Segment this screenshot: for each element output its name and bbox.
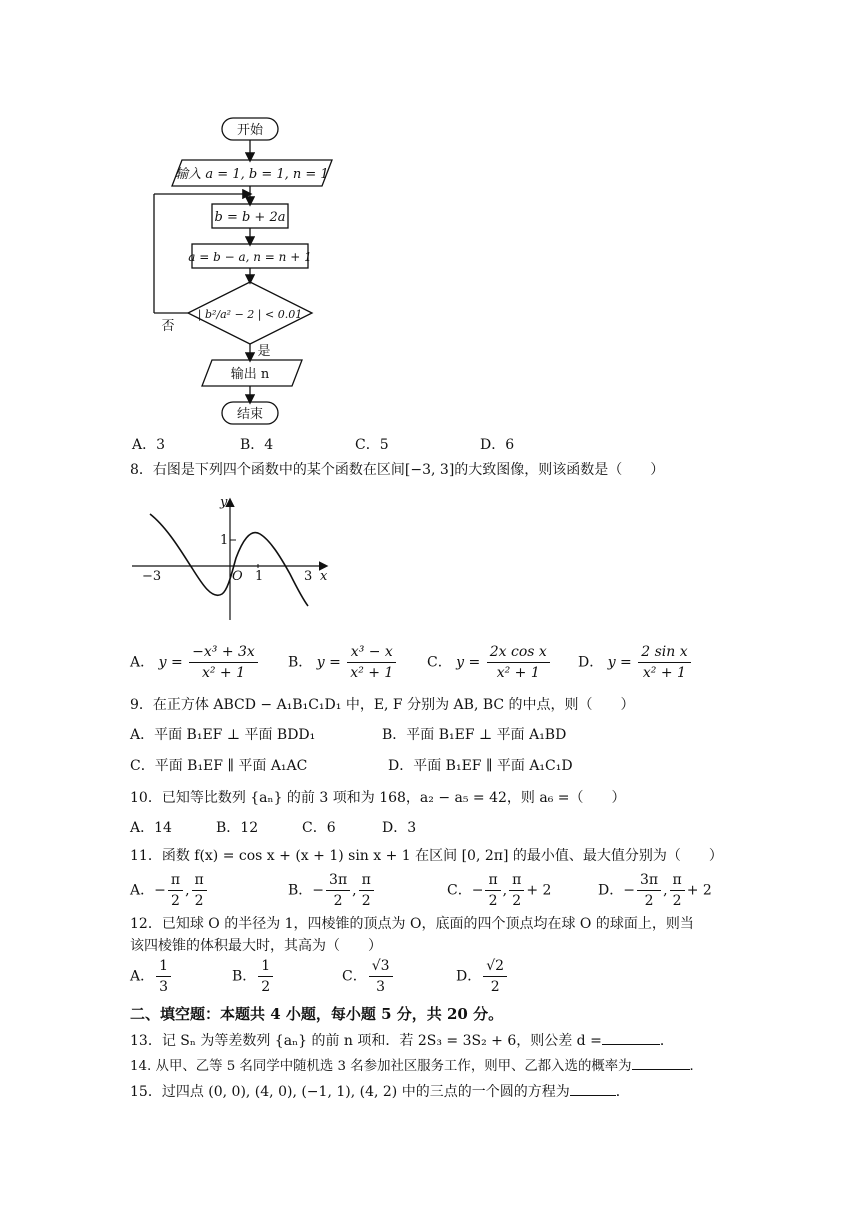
q11-stem: 11．函数 f(x) = cos x + (x + 1) sin x + 1 在区间 [0, 2π] 的最小值、最大值分别为（ ）: [130, 848, 723, 864]
q8-tick-neg3: −3: [142, 569, 162, 584]
q11-option-d: D．− $\frac{3\pi}{2}$ , $\frac{\pi}{2}$ + 2: [598, 872, 712, 909]
q12-option-c: C． $\frac{√3}{3}$: [342, 956, 395, 997]
q7-option-c: C．5: [355, 437, 389, 453]
q7-option-d: D．6: [480, 437, 515, 453]
q7-option-b: B．4: [240, 437, 274, 453]
q10-option-d: D．3: [382, 820, 417, 836]
q10-option-b: B．12: [216, 820, 259, 836]
flowchart: [140, 110, 380, 430]
q12-option-b: B． $\frac{1}{2}$: [232, 956, 275, 997]
q8-curve: [150, 514, 308, 606]
q9-stem: 9．在正方体 ABCD − A₁B₁C₁D₁ 中，E, F 分别为 AB, BC 的中点，则（ ）: [130, 697, 635, 713]
q15: 15．过四点 (0, 0), (4, 0), (−1, 1), (4, 2) 中的三点的一个圆的方程为 ．: [130, 1084, 630, 1100]
q8-y-label: y: [220, 495, 228, 510]
q11-option-c: C．− $\frac{\pi}{2}$ , $\frac{\pi}{2}$ + 2: [447, 872, 552, 909]
flow-condition-text: | b²/a² − 2 | < 0.01: [197, 308, 303, 321]
q10-option-c: C．6: [302, 820, 336, 836]
q11-option-a: A．− $\frac{\pi}{2}$ , $\frac{\pi}{2}$: [130, 870, 209, 911]
q8-stem: 8．右图是下列四个函数中的某个函数在区间[−3, 3]的大致图像，则该函数是（ ）: [130, 462, 665, 478]
q8-x-label: x: [320, 569, 328, 584]
q8-option-d: D． y = $\frac{\text{2 sin x}}{\text{x² + 1}}$: [578, 642, 693, 683]
flow-start-text: 开始: [236, 123, 264, 138]
q12-option-d: D． $\frac{√2}{2}$: [456, 956, 509, 997]
q8-tick-1x: 1: [255, 569, 264, 584]
flow-output-text: 输出 n: [230, 367, 270, 382]
flow-step1-text: b = b + 2a: [214, 210, 286, 225]
flow-input-text: 输入 a = 1, b = 1, n = 1: [175, 167, 329, 182]
q12-option-a: A． $\frac{1}{3}$: [130, 956, 173, 997]
q7-option-a: A．3: [132, 437, 166, 453]
q8-origin: O: [232, 569, 243, 584]
q8-graph: [128, 488, 338, 628]
q13: 13．记 Sₙ 为等差数列 {aₙ} 的前 n 项和．若 2S₃ = 3S₂ + 6，则公差 d = ．: [130, 1033, 674, 1049]
q8-option-a: A． y = $\frac{\text{−x³ + 3x}}{\text{x² + 1}}$: [130, 642, 260, 683]
q10-option-a: A．14: [130, 820, 172, 836]
q12-line2: 该四棱锥的体积最大时，其高为（ ）: [130, 938, 382, 954]
q9-option-d: D．平面 B₁EF ∥ 平面 A₁C₁D: [388, 758, 573, 774]
flow-step2-text: a = b − a, n = n + 1: [188, 250, 312, 264]
q9-option-c: C．平面 B₁EF ∥ 平面 A₁AC: [130, 758, 308, 774]
q8-tick-3: 3: [304, 569, 313, 584]
q9-option-a: A．平面 B₁EF ⊥ 平面 BDD₁: [130, 727, 316, 743]
flow-yes-label: 是: [257, 344, 271, 359]
flow-no-label: 否: [161, 319, 175, 334]
q9-option-b: B．平面 B₁EF ⊥ 平面 A₁BD: [382, 727, 567, 743]
q8-option-c: C． y = $\frac{\text{2x cos x}}{\text{x² + 1}}$: [427, 642, 552, 683]
q10-stem: 10．已知等比数列 {aₙ} 的前 3 项和为 168，a₂ − a₅ = 42，则 a₆ =（ ）: [130, 790, 626, 806]
q11-option-b: B．− $\frac{3\pi}{2}$ , $\frac{\pi}{2}$: [288, 870, 376, 911]
flow-end-text: 结束: [236, 407, 264, 422]
q14: 14. 从甲、乙等 5 名同学中随机选 3 名参加社区服务工作，则甲、乙都入选的概率为 ．: [130, 1059, 703, 1074]
q12-line1: 12．已知球 O 的半径为 1，四棱锥的顶点为 O，底面的四个顶点均在球 O 的球面上，则当: [130, 916, 694, 932]
q8-tick-1y: 1: [220, 533, 229, 548]
q8-option-b: B． y = $\frac{\text{x³ − x}}{\text{x² + 1}}$: [288, 642, 398, 683]
section2-heading: 二、填空题：本题共 4 小题，每小题 5 分，共 20 分。: [130, 1005, 504, 1023]
